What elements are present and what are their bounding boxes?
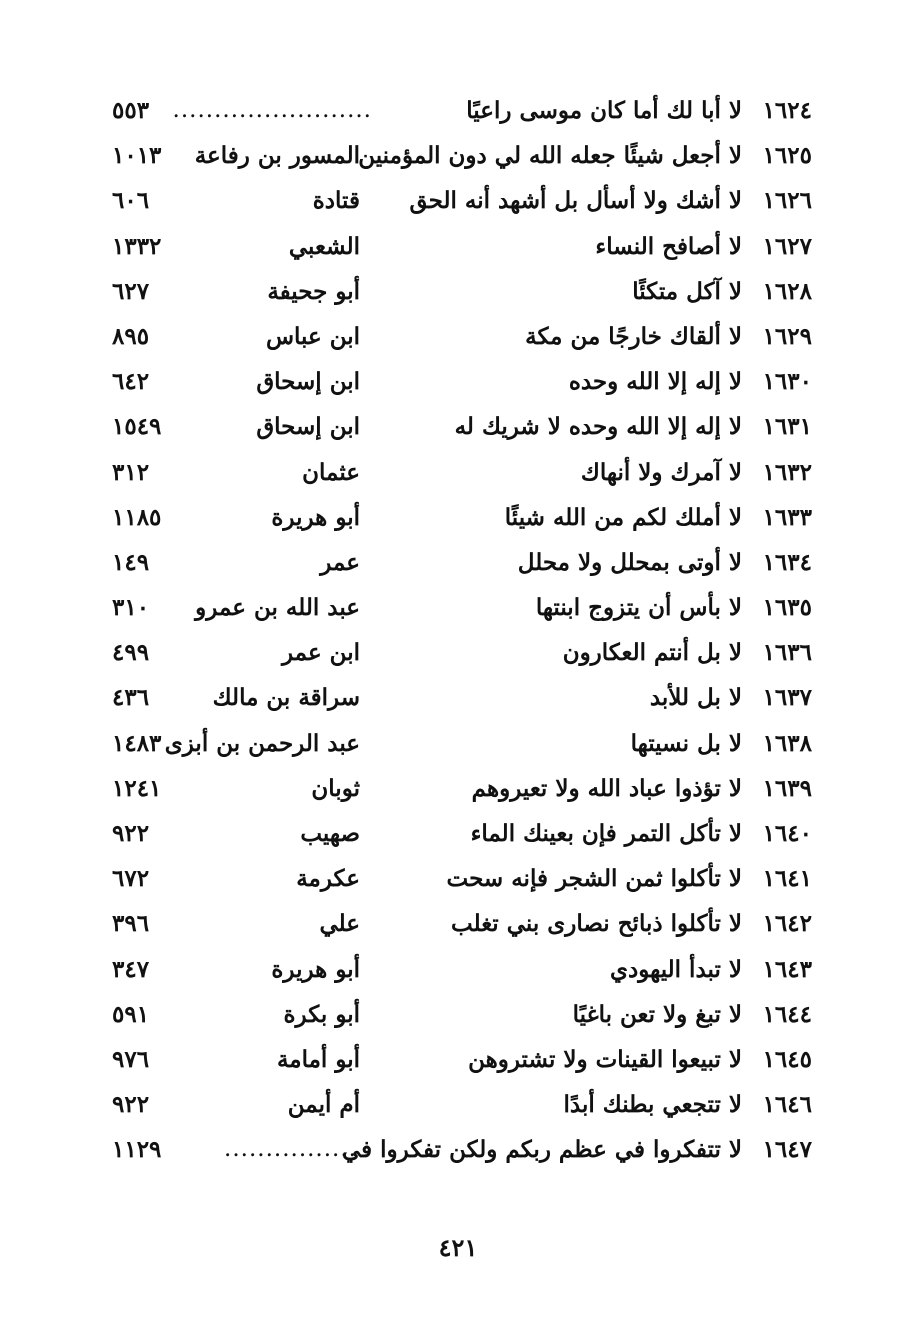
index-row [112, 901, 812, 946]
entry-title: لا بل أنتم العكارون [562, 639, 742, 667]
index-row [112, 992, 812, 1037]
entry-reference: ٩٧٦ [112, 1045, 150, 1073]
entry-title: لا بأس أن يتزوج ابنتها [535, 594, 742, 622]
index-row [112, 314, 812, 359]
entry-number: ١٦٢٦ [762, 187, 812, 215]
index-list [112, 88, 812, 1173]
entry-number: ١٦٤٤ [762, 1000, 812, 1028]
index-row [112, 947, 812, 992]
entry-reference: ٦٠٦ [112, 187, 150, 215]
page-number: ٤٢١ [438, 1233, 478, 1262]
index-row [112, 1082, 812, 1127]
entry-title: لا أصافح النساء [595, 232, 742, 260]
entry-number: ١٦٤٦ [762, 1091, 812, 1119]
index-row [112, 766, 812, 811]
entry-narrator: الشعبي [288, 232, 360, 260]
entry-narrator: أبو هريرة [271, 503, 360, 531]
index-row [112, 811, 812, 856]
entry-title: لا إله إلا الله وحده لا شريك له [454, 413, 742, 441]
index-row [112, 675, 812, 720]
index-row [112, 1127, 812, 1172]
entry-narrator: علي [319, 910, 360, 938]
entry-narrator: أبو أمامة [276, 1045, 360, 1073]
entry-title: لا بل نسيتها [630, 729, 742, 757]
index-row [112, 178, 812, 223]
entry-reference: ٨٩٥ [112, 322, 150, 350]
entry-title: لا أجعل شيئًا جعله الله لي دون المؤمنين [358, 142, 742, 170]
entry-number: ١٦٣٣ [762, 503, 812, 531]
entry-number: ١٦٣٤ [762, 548, 812, 576]
entry-title: لا أشك ولا أسأل بل أشهد أنه الحق [409, 187, 742, 215]
entry-title: لا تبدأ اليهودي [609, 955, 742, 983]
index-row [112, 1037, 812, 1082]
entry-title: لا أملك لكم من الله شيئًا [504, 503, 742, 531]
entry-reference: ٥٩١ [112, 1000, 150, 1028]
entry-title: لا ألقاك خارجًا من مكة [525, 322, 742, 350]
entry-number: ١٦٢٤ [762, 97, 812, 124]
index-row [112, 359, 812, 404]
entry-narrator: قتادة [312, 187, 360, 215]
entry-reference: ٩٢٢ [112, 820, 150, 847]
entry-title: لا إله إلا الله وحده [568, 368, 742, 396]
entry-number: ١٦٣٧ [762, 684, 812, 712]
entry-reference: ٦٤٢ [112, 368, 150, 396]
entry-number: ١٦٣٩ [762, 774, 812, 802]
entry-number: ١٦٢٧ [762, 232, 812, 260]
entry-number: ١٦٣٢ [762, 458, 812, 486]
entry-reference: ١٣٣٢ [112, 232, 162, 260]
index-row [112, 721, 812, 766]
entry-number: ١٦٤١ [762, 865, 812, 893]
index-row [112, 404, 812, 449]
entry-title: لا آمرك ولا أنهاك [580, 458, 742, 486]
entry-number: ١٦٤٧ [762, 1136, 812, 1164]
entry-reference: ٦٧٢ [112, 865, 150, 893]
entry-reference: ٦٢٧ [112, 277, 150, 305]
index-row [112, 88, 812, 133]
entry-narrator: عبد الرحمن بن أبزى [164, 729, 360, 757]
entry-reference: ١٤٩ [112, 548, 150, 576]
entry-narrator: عكرمة [296, 865, 360, 893]
entry-number: ١٦٤٣ [762, 955, 812, 983]
entry-number: ١٦٣١ [762, 413, 812, 441]
entry-reference: ١٢٤١ [112, 774, 162, 802]
entry-narrator: ابن عمر [281, 639, 360, 667]
entry-reference: ٥٥٣ [112, 97, 150, 124]
entry-title: لا آكل متكئًا [632, 277, 742, 305]
entry-reference: ١٥٤٩ [112, 413, 162, 441]
entry-number: ١٦٢٩ [762, 322, 812, 350]
index-row [112, 585, 812, 630]
entry-narrator: ثوبان [311, 774, 360, 802]
index-row [112, 630, 812, 675]
entry-title: لا أبا لك أما كان موسى راعيًا [466, 97, 742, 124]
entry-title: لا تتفكروا في عظم ربكم ولكن تفكروا في [341, 1136, 742, 1164]
entry-narrator: عمر [320, 548, 360, 576]
entry-reference: ٤٣٦ [112, 684, 150, 712]
entry-reference: ٣٩٦ [112, 910, 150, 938]
index-row [112, 450, 812, 495]
entry-number: ١٦٤٥ [762, 1045, 812, 1073]
entry-narrator: أم أيمن [287, 1091, 360, 1119]
entry-reference: ٣٤٧ [112, 955, 150, 983]
index-row [112, 856, 812, 901]
entry-number: ١٦٣٥ [762, 594, 812, 622]
entry-narrator: ابن عباس [265, 322, 360, 350]
index-row [112, 224, 812, 269]
entry-narrator: ابن إسحاق [256, 368, 360, 396]
entry-number: ١٦٣٦ [762, 639, 812, 667]
entry-number: ١٦٣٨ [762, 729, 812, 757]
entry-reference: ١١٢٩ [112, 1136, 162, 1164]
entry-title: لا بل للأبد [649, 684, 742, 712]
entry-title: لا تتجعي بطنك أبدًا [563, 1091, 742, 1119]
entry-narrator: أبو هريرة [271, 955, 360, 983]
entry-narrator: ابن إسحاق [256, 413, 360, 441]
entry-reference: ١٠١٣ [112, 142, 162, 170]
entry-title: لا تبغ ولا تعن باغيًا [572, 1000, 742, 1028]
entry-narrator: أبو بكرة [283, 1000, 360, 1028]
entry-narrator: سراقة بن مالك [212, 684, 360, 712]
index-row [112, 540, 812, 585]
entry-title: لا تأكلوا ذبائح نصارى بني تغلب [451, 910, 742, 938]
index-row [112, 495, 812, 540]
entry-title: لا أوتى بمحلل ولا محلل [517, 548, 742, 576]
entry-narrator-dots: ................ [224, 1136, 357, 1163]
entry-narrator: عثمان [302, 458, 360, 486]
entry-number: ١٦٣٠ [762, 368, 812, 396]
entry-title: لا تأكل التمر فإن بعينك الماء [470, 820, 742, 847]
entry-reference: ٩٢٢ [112, 1091, 150, 1119]
entry-narrator: صهيب [300, 820, 360, 847]
entry-narrator: عبد الله بن عمرو [195, 594, 360, 622]
entry-reference: ١١٨٥ [112, 503, 162, 531]
entry-title: لا تبيعوا القينات ولا تشتروهن [468, 1045, 742, 1073]
entry-narrator: أبو جحيفة [267, 277, 360, 305]
entry-reference: ١٤٨٣ [112, 729, 162, 757]
entry-reference: ٣١٢ [112, 458, 150, 486]
entry-number: ١٦٢٨ [762, 277, 812, 305]
index-row [112, 133, 812, 178]
entry-reference: ٣١٠ [112, 594, 150, 622]
entry-reference: ٤٩٩ [112, 639, 150, 667]
index-row [112, 269, 812, 314]
entry-narrator: المسور بن رفاعة [194, 142, 360, 170]
entry-number: ١٦٤٢ [762, 910, 812, 938]
entry-number: ١٦٤٠ [762, 820, 812, 847]
entry-title: لا تأكلوا ثمن الشجر فإنه سحت [446, 865, 742, 893]
entry-title: لا تؤذوا عباد الله ولا تعيروهم [471, 774, 742, 802]
entry-number: ١٦٢٥ [762, 142, 812, 170]
entry-narrator-dots: ........................ [172, 97, 372, 123]
